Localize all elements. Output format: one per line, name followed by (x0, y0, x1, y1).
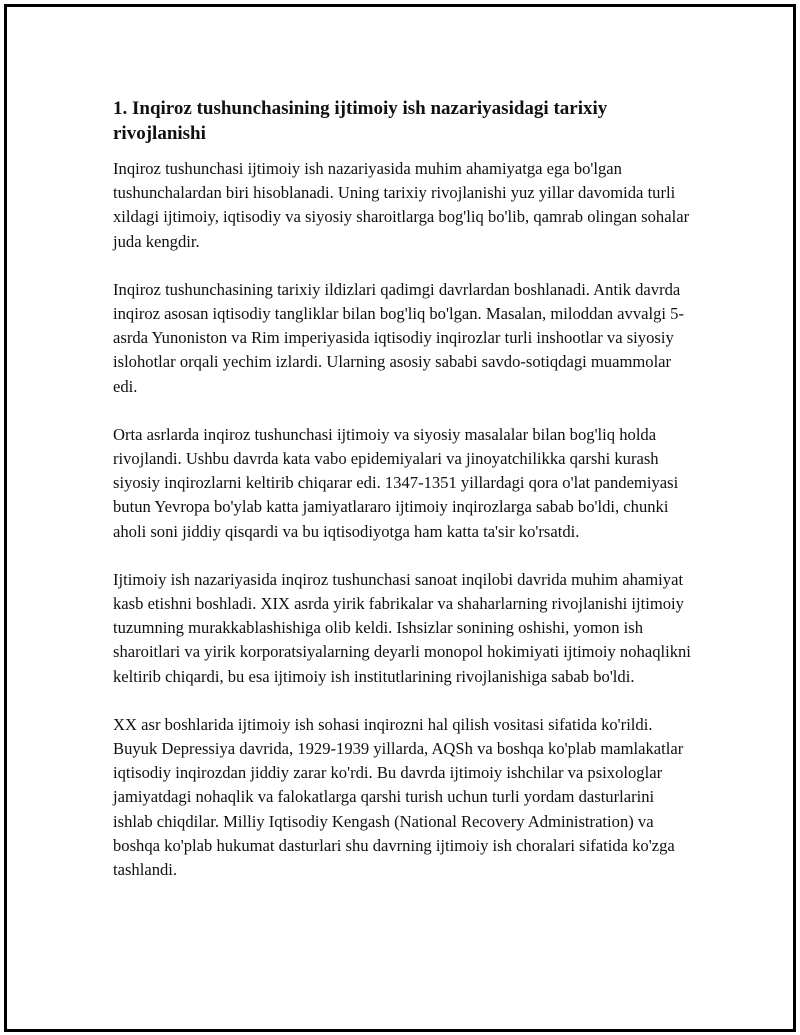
paragraph-2: Inqiroz tushunchasining tarixiy ildizlari qadimgi davrlardan boshlanadi. Antik davrda inqiroz asosan iqtisodiy tangliklar bilan bog'liq bo'lgan. Masalan, miloddan avvalgi 5-asrda Yunoniston va Rim imperiyasida iqtisodiy inqirozlar turli inshootlar va siyosiy islohotlar orqali yechim izlardi. Ularning asosiy sababi savdo-sotiqdagi muammolar edi. (113, 279, 684, 396)
paragraph-4: Ijtimoiy ish nazariyasida inqiroz tushunchasi sanoat inqilobi davrida muhim ahamiyat kasb etishni boshladi. XIX asrda yirik fabrikalar va shaharlarning rivojlanishi ijtimoiy tuzumning murakkablashishiga olib keldi. Ishsizlar sonining oshishi, yomon ish sharoitlari va yirik korporatsiyalarning deyarli monopol hokimiyati ijtimoiy nohaqlikni keltirib chiqardi, bu esa ijtimoiy ish institutlarining rivojlanishiga sabab bo'ldi. (113, 569, 691, 686)
document-body (113, 96, 693, 906)
paragraph-1: Inqiroz tushunchasi ijtimoiy ish nazariyasida muhim ahamiyatga ega bo'lgan tushunchalardan biri hisoblanadi. Uning tarixiy rivojlanishi yuz yillar davomida turli xildagi ijtimoiy, iqtisodiy va siyosiy sharoitlarga bog'liq bo'lib, qamrab olingan sohalar juda kengdir. (113, 159, 690, 251)
section-heading: 1. Inqiroz tushunchasining ijtimoiy ish nazariyasidagi tarixiy rivojlanishi (113, 98, 608, 144)
paragraph-5: XX asr boshlarida ijtimoiy ish sohasi inqirozni hal qilish vositasi sifatida ko'rildi. Buyuk Depressiya davrida, 1929-1939 yillarda, AQSh va boshqa ko'plab mamlakatlar iqtisodiy inqirozdan jiddiy zarar ko'rdi. Bu davrda ijtimoiy ishchilar va psixologlar jamiyatdagi nohaqlik va falokatlarga qarshi turish uchun turli yordam dasturlarini ishlab chiqdilar. Milliy Iqtisodiy Kengash (National Recovery Administration) va boshqa ko'plab hukumat dasturlari shu davrning ijtimoiy ish choralari sifatida ko'zga tashlandi. (113, 714, 684, 880)
paragraph-3: Orta asrlarda inqiroz tushunchasi ijtimoiy va siyosiy masalalar bilan bog'liq holda rivojlandi. Ushbu davrda kata vabo epidemiyalari va jinoyatchilikka qarshi kurash siyosiy inqirozlarni keltirib chiqarar edi. 1347-1351 yillardagi qora o'lat pandemiyasi butun Yevropa bo'ylab katta jamiyatlararo ijtimoiy inqirozlarga sabab bo'ldi, chunki aholi soni jiddiy qisqardi va bu iqtisodiyotga ham katta ta'sir ko'rsatdi. (113, 424, 679, 541)
